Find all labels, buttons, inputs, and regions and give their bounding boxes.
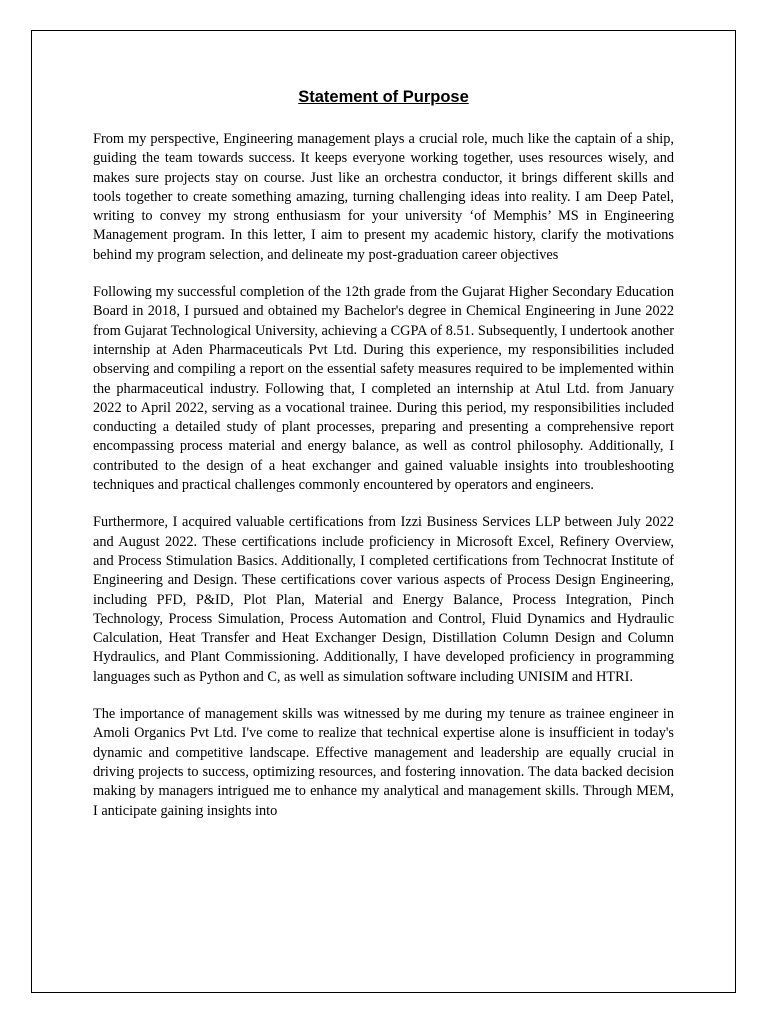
document-title: Statement of Purpose — [298, 88, 469, 106]
paragraph-education: Following my successful completion of the 12th grade from the Gujarat Higher Secondary Education Board in 2018, I pursued and obtained my Bachelor's degree in Chemical Engineering in June 2022 from Gujarat Technological University, achieving a CGPA of 8.51. Subsequently, I undertook another internship at Aden Pharmaceuticals Pvt Ltd. During this experience, my responsibilities included observing and compiling a report on the essential safety measures required to be implemented within the pharmaceutical industry. Following that, I completed an internship at Atul Ltd. from January 2022 to April 2022, serving as a vocational trainee. During this period, my responsibilities included conducting a detailed study of plant processes, preparing and presenting a comprehensive report encompassing process material and energy balance, as well as control philosophy. Additionally, I contributed to the design of a heat exchanger and gained valuable insights into troubleshooting techniques and practical challenges commonly encountered by operators and engineers. — [93, 284, 674, 494]
paragraph-introduction: From my perspective, Engineering management plays a crucial role, much like the captain of a ship, guiding the team towards success. It keeps everyone working together, uses resources wisely, and makes sure projects stay on course. Just like an orchestra conductor, it brings different skills and tools together to create something amazing, turning challenging ideas into reality. I am Deep Patel, writing to convey my strong enthusiasm for your university ‘of Memphis’ MS in Engineering Management program. In this letter, I aim to present my academic history, clarify the motivations behind my program selection, and delineate my post-graduation career objectives — [93, 131, 674, 263]
document-body — [93, 86, 674, 821]
paragraph-certifications: Furthermore, I acquired valuable certifications from Izzi Business Services LLP between July 2022 and August 2022. These certifications include proficiency in Microsoft Excel, Refinery Overview, and Process Stimulation Basics. Additionally, I completed certifications from Technocrat Institute of Engineering and Design. These certifications cover various aspects of Process Design Engineering, including PFD, P&ID, Plot Plan, Material and Energy Balance, Process Integration, Pinch Technology, Process Simulation, Process Automation and Control, Fluid Dynamics and Hydraulic Calculation, Heat Transfer and Heat Exchanger Design, Distillation Column Design and Column Hydraulics, and Plant Commissioning. Additionally, I have developed proficiency in programming languages such as Python and C, as well as simulation software including UNISIM and HTRI. — [93, 514, 674, 685]
paragraph-management-skills: The importance of management skills was witnessed by me during my tenure as trainee engineer in Amoli Organics Pvt Ltd. I've come to realize that technical expertise alone is insufficient in today's dynamic and competitive landscape. Effective management and leadership are equally crucial in driving projects to success, optimizing resources, and fostering innovation. The data backed decision making by managers intrigued me to enhance my analytical and management skills. Through MEM, I anticipate gaining insights into — [93, 706, 674, 819]
